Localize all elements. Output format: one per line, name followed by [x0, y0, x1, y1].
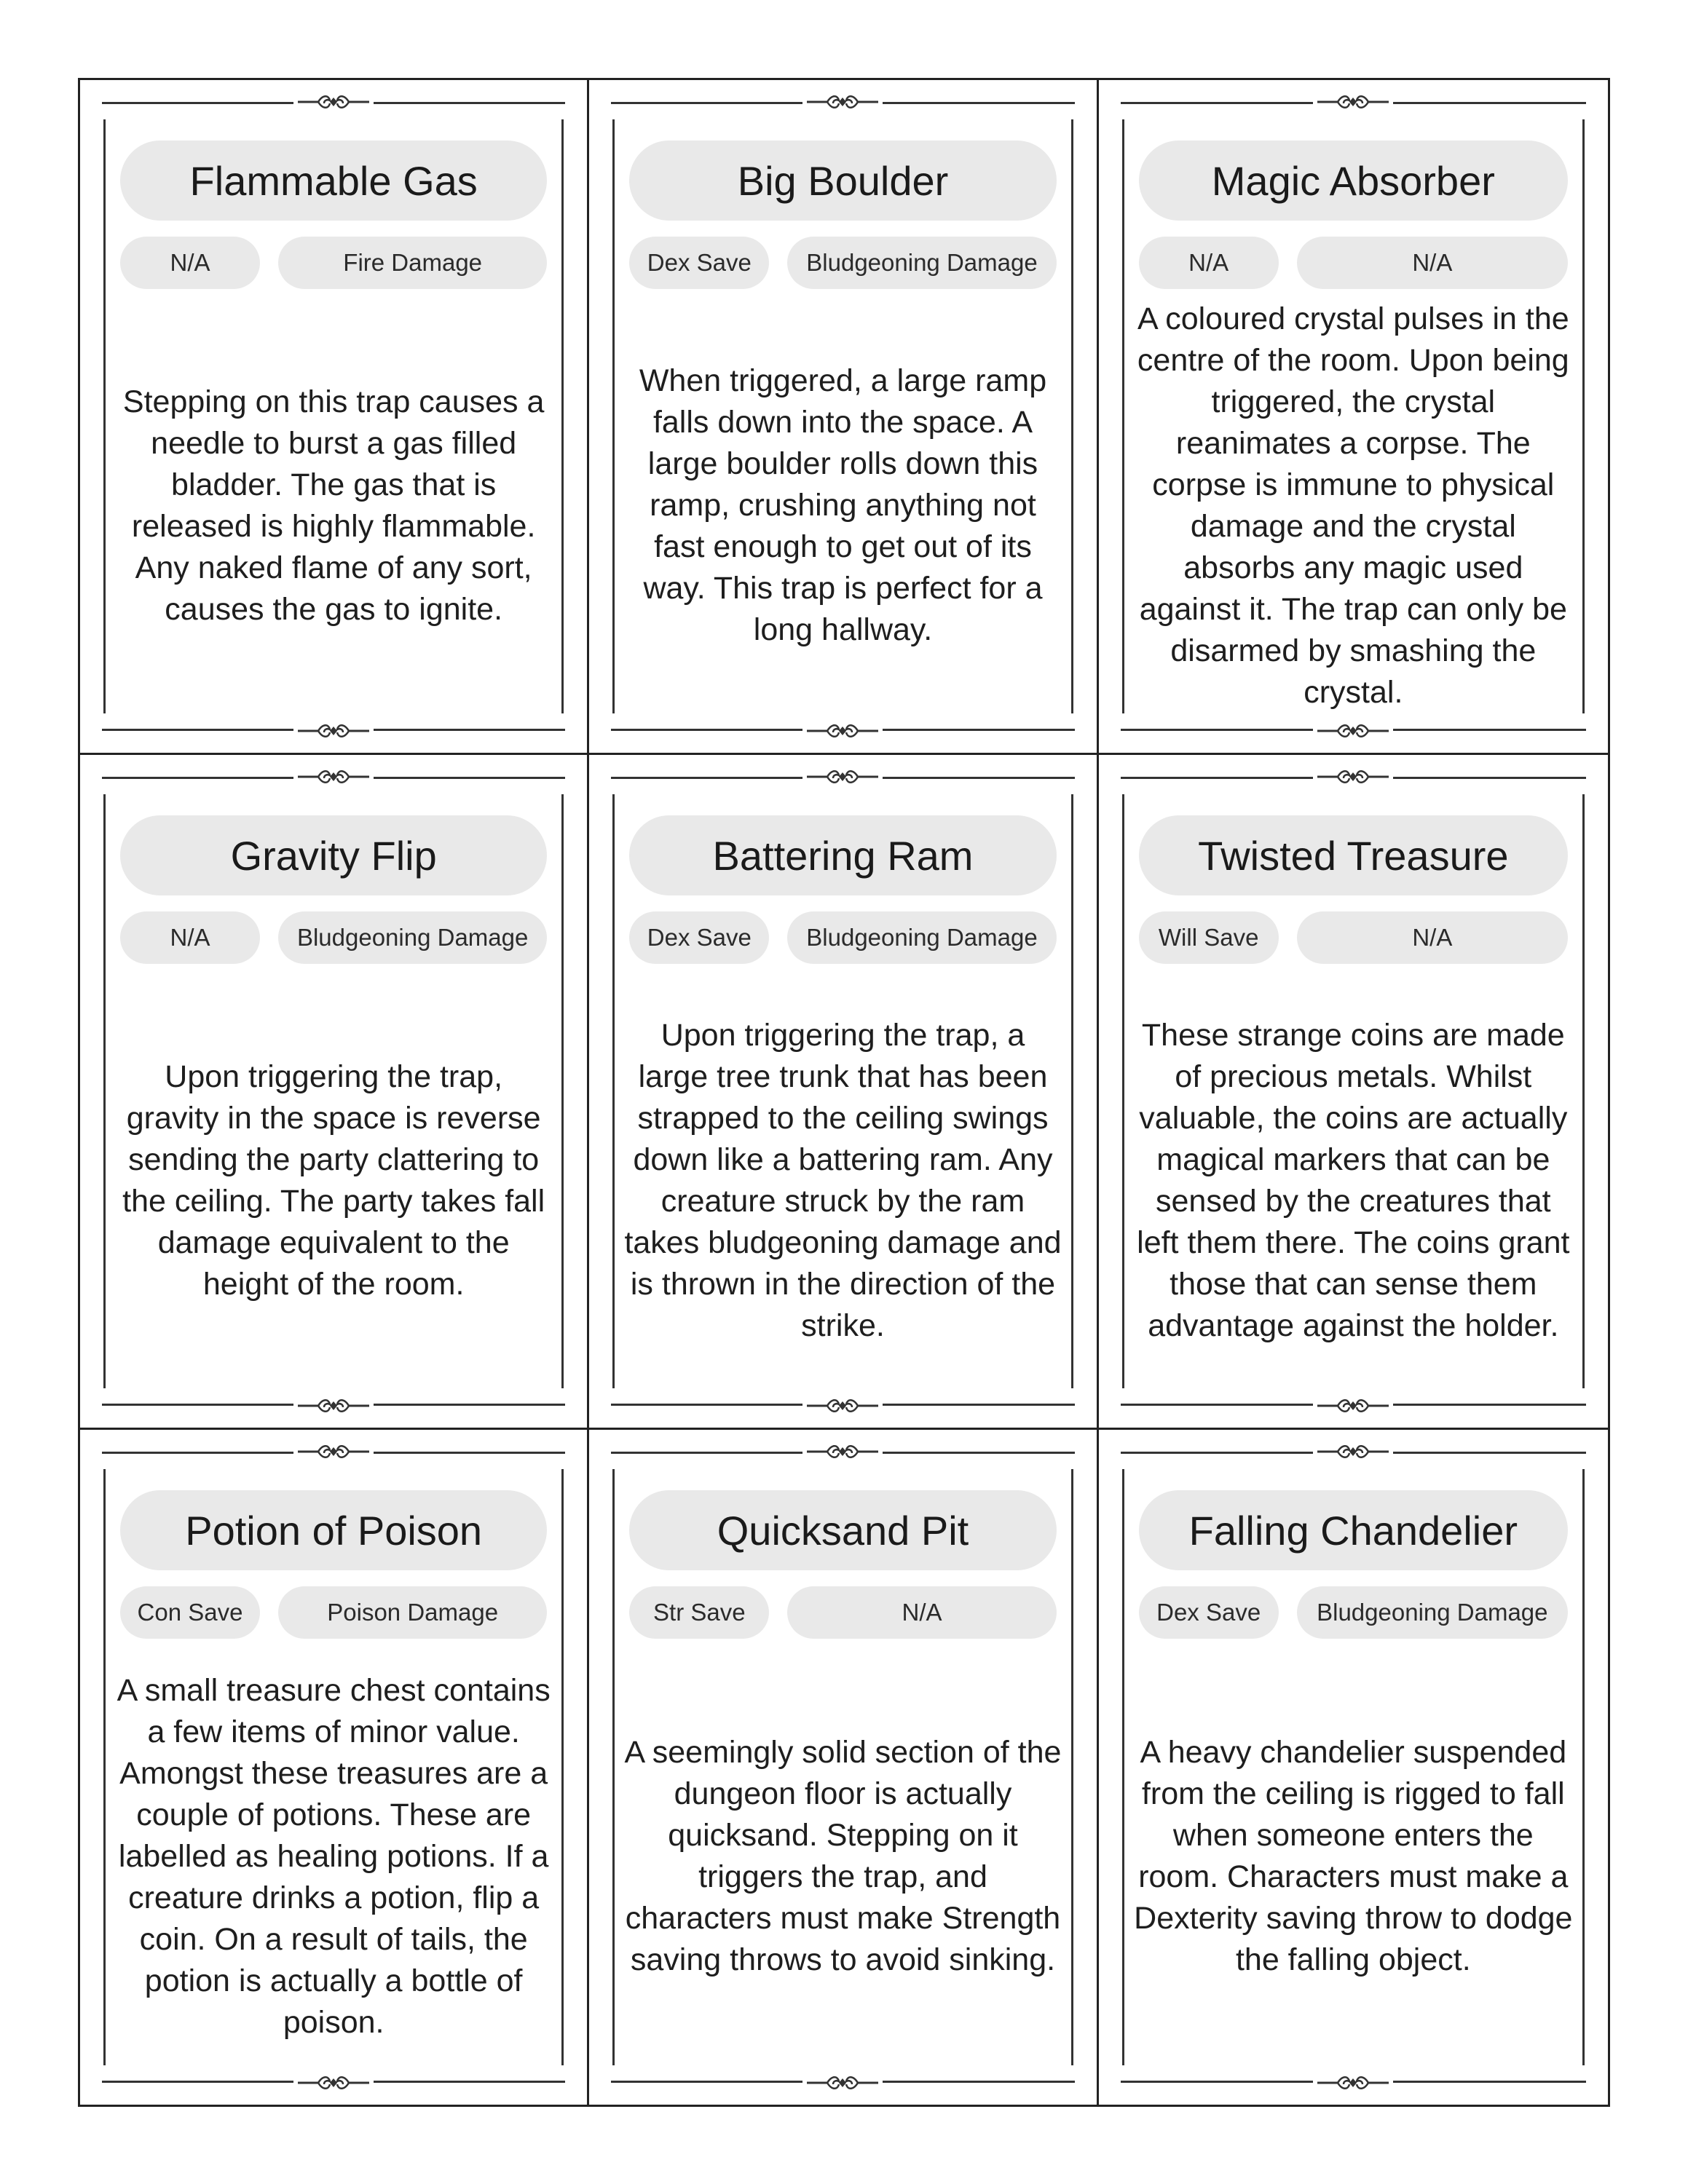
trap-card [589, 755, 1098, 1430]
card-description-box [1134, 302, 1573, 709]
trap-card [589, 80, 1098, 755]
ornament-top-icon [293, 1443, 374, 1460]
damage-badge: Poison Damage [278, 1586, 547, 1639]
ornament-top-icon [802, 1443, 883, 1460]
damage-badge: Bludgeoning Damage [787, 911, 1056, 964]
save-badge: N/A [120, 911, 260, 964]
ornament-top-icon [802, 768, 883, 786]
trap-card [80, 1430, 589, 2105]
ornament-bottom-icon [293, 2074, 374, 2092]
trap-card [80, 755, 589, 1430]
card-title: Falling Chandelier [1139, 1490, 1568, 1570]
ornament-top-icon [1313, 1443, 1393, 1460]
save-badge: Will Save [1139, 911, 1279, 964]
card-description-box [115, 977, 552, 1384]
card-description-box [115, 1652, 552, 2061]
trap-card-sheet [78, 78, 1610, 2107]
card-border-right [1071, 1469, 1073, 2065]
card-border-right [1071, 794, 1073, 1388]
ornament-bottom-icon [293, 1397, 374, 1415]
card-border-left [103, 794, 106, 1388]
save-badge: Dex Save [629, 237, 769, 289]
card-title: Gravity Flip [120, 815, 547, 895]
card-title: Flammable Gas [120, 141, 547, 221]
card-title: Potion of Poison [120, 1490, 547, 1570]
card-description: Upon triggering the trap, a large tree trunk that has been strapped to the ceiling swings down like a battering ram. Any creature struck by the ram takes bludgeoning damage and is thrown in the direction of the strike. [624, 1017, 1062, 1343]
card-description: These strange coins are made of precious metals. Whilst valuable, the coins are actually magical markers that can be sensed by the creatures that left them there. The coins grant those that can sense them advantage against the holder. [1137, 1017, 1570, 1343]
card-border-left [612, 119, 615, 713]
card-description-box [115, 302, 552, 709]
ornament-top-icon [293, 768, 374, 786]
card-border-left [1122, 1469, 1124, 2065]
save-badge: Con Save [120, 1586, 260, 1639]
damage-badge: Fire Damage [278, 237, 547, 289]
damage-badge: N/A [1297, 911, 1568, 964]
save-badge: N/A [1139, 237, 1279, 289]
ornament-top-icon [293, 93, 374, 111]
card-border-right [561, 119, 564, 713]
damage-badge: N/A [1297, 237, 1568, 289]
save-badge: Dex Save [629, 911, 769, 964]
card-description: A small treasure chest contains a few items of minor value. Amongst these treasures are a couple of potions. These are labelled as healing potions. If a creature drinks a potion, flip a coin. On a result of tails, the potion is actually a bottle of poison. [117, 1672, 551, 2040]
card-description-box [1134, 977, 1573, 1384]
trap-card [1099, 755, 1608, 1430]
card-title: Big Boulder [629, 141, 1056, 221]
trap-card [1099, 80, 1608, 755]
card-border-right [561, 1469, 564, 2065]
ornament-top-icon [802, 93, 883, 111]
ornament-top-icon [1313, 768, 1393, 786]
card-description-box [624, 302, 1061, 709]
card-border-right [1071, 119, 1073, 713]
ornament-bottom-icon [802, 2074, 883, 2092]
card-description-box [624, 977, 1061, 1384]
card-border-right [1582, 794, 1585, 1388]
card-title: Twisted Treasure [1139, 815, 1568, 895]
trap-card [1099, 1430, 1608, 2105]
card-description: When triggered, a large ramp falls down into the space. A large boulder rolls down this ramp, crushing anything not fast enough to get out of its way. This trap is perfect for a long hallway. [639, 363, 1047, 647]
card-border-left [612, 794, 615, 1388]
card-title: Battering Ram [629, 815, 1056, 895]
card-border-left [612, 1469, 615, 2065]
ornament-bottom-icon [1313, 1397, 1393, 1415]
damage-badge: Bludgeoning Damage [787, 237, 1056, 289]
card-title: Quicksand Pit [629, 1490, 1056, 1570]
card-description: A heavy chandelier suspended from the ceiling is rigged to fall when someone enters the room. Characters must make a Dexterity saving throw to dodge the falling object. [1134, 1735, 1573, 1977]
card-border-right [1582, 1469, 1585, 2065]
damage-badge: N/A [787, 1586, 1056, 1639]
card-border-left [1122, 794, 1124, 1388]
ornament-bottom-icon [802, 1397, 883, 1415]
card-description: A coloured crystal pulses in the centre of the room. Upon being triggered, the crystal reanimates a corpse. The corpse is immune to physical damage and the crystal absorbs any magic used against it. The trap can only be disarmed by smashing the crystal. [1137, 301, 1569, 710]
ornament-top-icon [1313, 93, 1393, 111]
trap-card [589, 1430, 1098, 2105]
card-border-left [1122, 119, 1124, 713]
card-border-left [103, 1469, 106, 2065]
ornament-bottom-icon [293, 722, 374, 740]
ornament-bottom-icon [802, 722, 883, 740]
save-badge: Dex Save [1139, 1586, 1279, 1639]
save-badge: N/A [120, 237, 260, 289]
ornament-bottom-icon [1313, 2074, 1393, 2092]
ornament-bottom-icon [1313, 722, 1393, 740]
save-badge: Str Save [629, 1586, 769, 1639]
trap-card [80, 80, 589, 755]
card-description: A seemingly solid section of the dungeon floor is actually quicksand. Stepping on it triggers the trap, and characters must make Strength saving throws to avoid sinking. [624, 1735, 1062, 1977]
card-border-right [1582, 119, 1585, 713]
card-border-left [103, 119, 106, 713]
card-description: Upon triggering the trap, gravity in the space is reverse sending the party clattering to the ceiling. The party takes fall damage equivalent to the height of the room. [122, 1059, 545, 1302]
card-description-box [624, 1652, 1061, 2061]
card-description: Stepping on this trap causes a needle to burst a gas filled bladder. The gas that is released is highly flammable. Any naked flame of any sort, causes the gas to ignite. [122, 384, 545, 627]
damage-badge: Bludgeoning Damage [278, 911, 547, 964]
card-border-right [561, 794, 564, 1388]
card-description-box [1134, 1652, 1573, 2061]
damage-badge: Bludgeoning Damage [1297, 1586, 1568, 1639]
card-title: Magic Absorber [1139, 141, 1568, 221]
